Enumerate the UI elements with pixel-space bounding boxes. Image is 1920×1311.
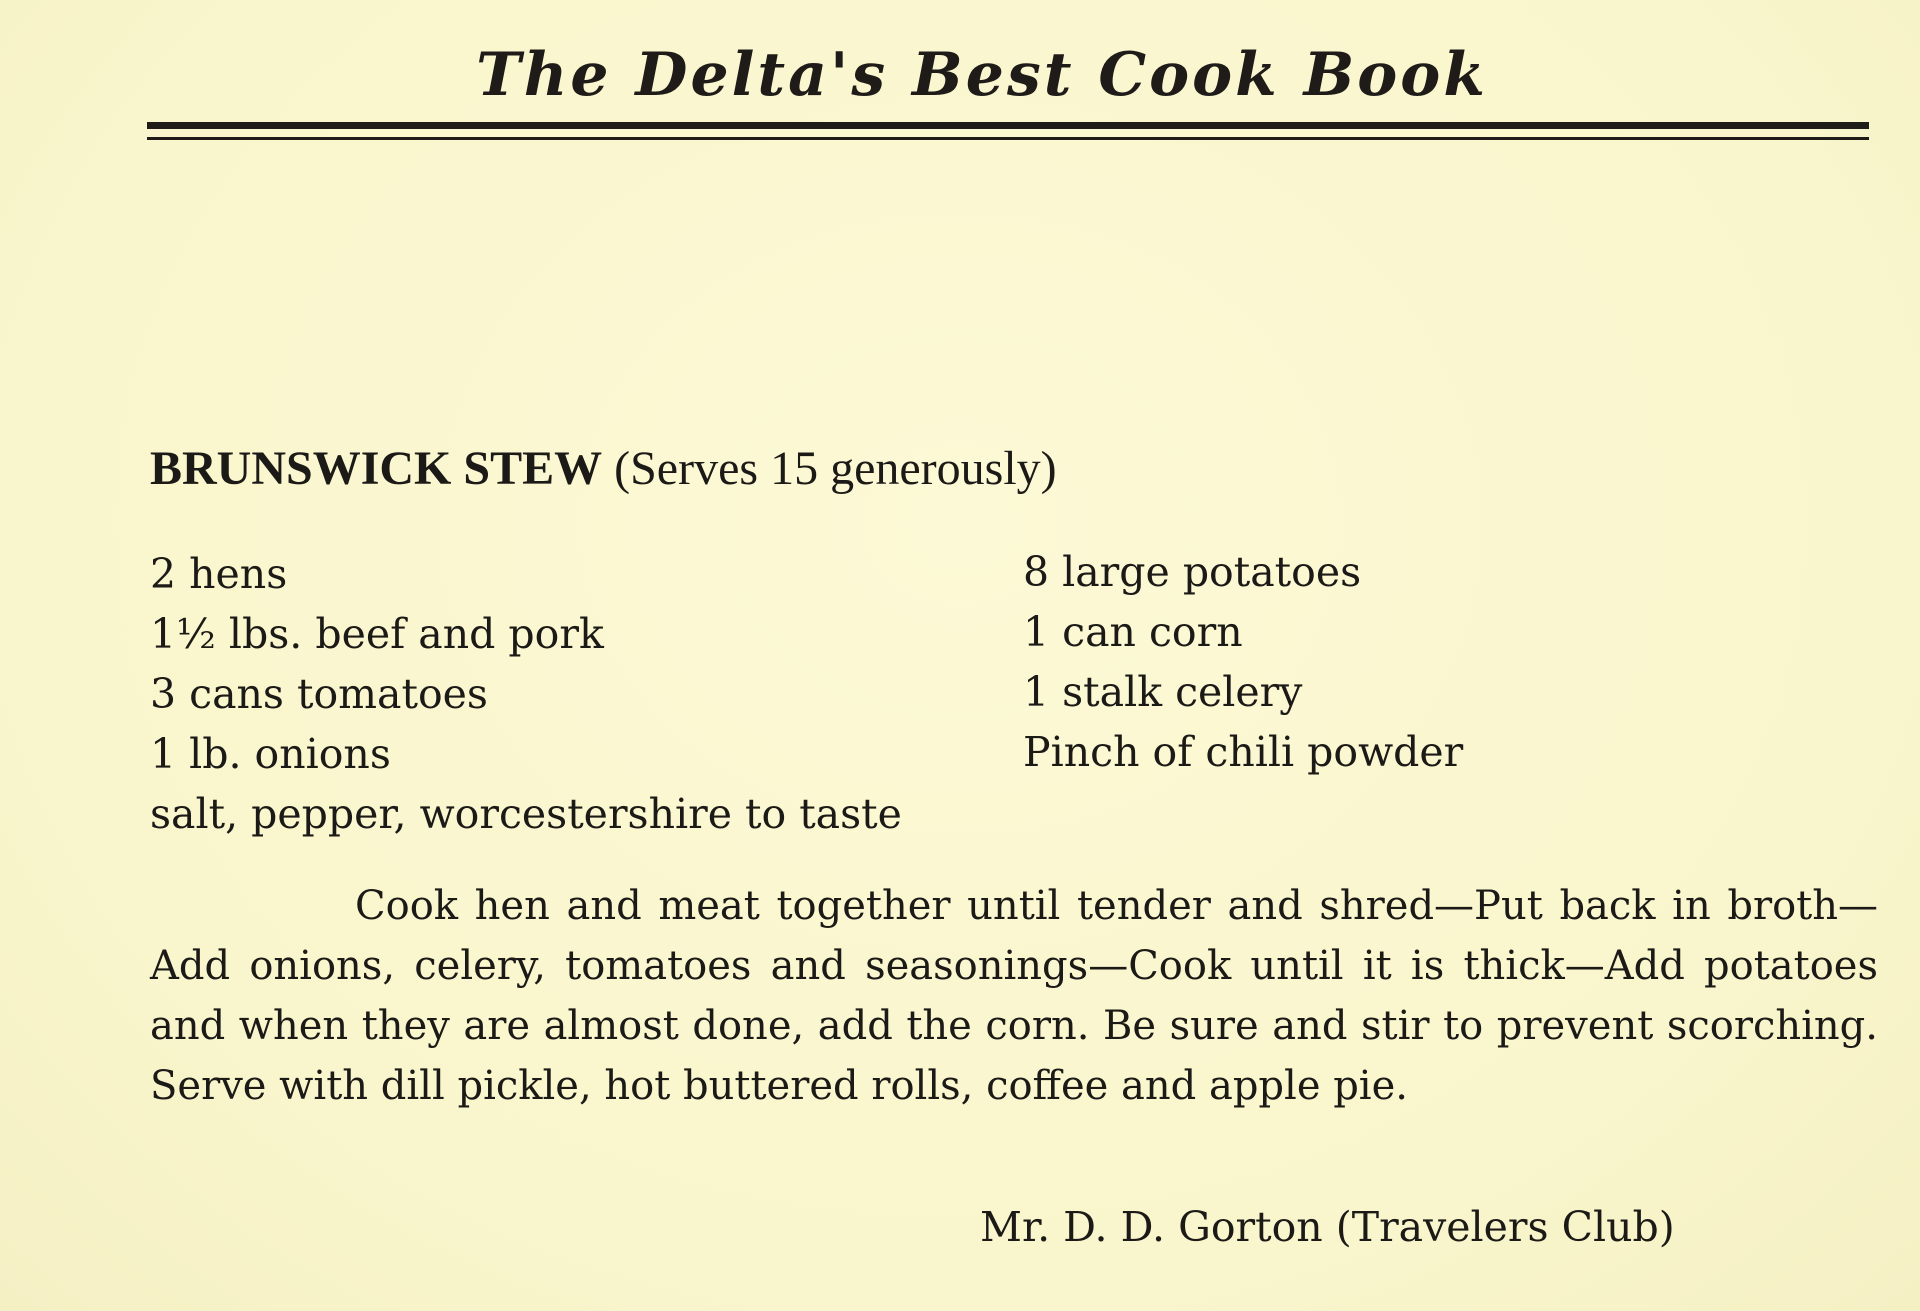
ingredient-item: 1 can corn xyxy=(1023,608,1243,656)
ingredient-item: Pinch of chili powder xyxy=(1023,728,1464,776)
running-head: The Delta's Best Cook Book xyxy=(476,40,1488,110)
ingredient-item: 1½ lbs. beef and pork xyxy=(150,610,604,658)
ingredient-item: 2 hens xyxy=(150,550,288,598)
header-rule-thick xyxy=(147,122,1869,129)
ingredient-item: 3 cans tomatoes xyxy=(150,670,488,718)
recipe-serves: (Serves 15 generously) xyxy=(614,442,1057,495)
header-rule-thin xyxy=(147,137,1869,140)
ingredients-left-column xyxy=(150,544,604,784)
ingredient-item: 1 lb. onions xyxy=(150,730,391,778)
ingredient-item: 8 large potatoes xyxy=(1023,548,1362,596)
recipe-title: BRUNSWICK STEW xyxy=(150,442,603,495)
ingredient-seasonings: salt, pepper, worcestershire to taste xyxy=(150,790,902,838)
ingredient-item: 1 stalk celery xyxy=(1023,668,1303,716)
recipe-heading xyxy=(150,442,1057,495)
recipe-credit: Mr. D. D. Gorton (Travelers Club) xyxy=(980,1203,1675,1251)
ingredients-right-column xyxy=(1023,542,1463,782)
recipe-method: Cook hen and meat together until tender and shred—Put back in broth—Add onions, celery, tomatoes and seasonings—Cook until it is thick—Add potatoes and when they are almost done, add the corn. Be sure and stir to prevent scorching. Serve with dill pickle, hot buttered rolls, coffee and apple pie. xyxy=(150,883,1878,1109)
